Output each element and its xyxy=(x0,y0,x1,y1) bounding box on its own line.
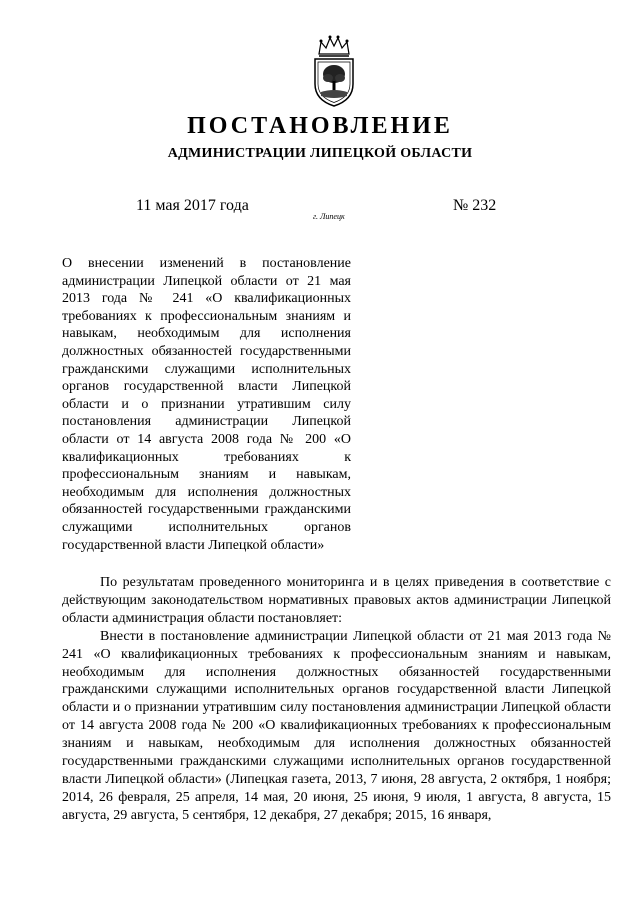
document-title: ПОСТАНОВЛЕНИЕ xyxy=(187,113,453,139)
coat-of-arms-icon xyxy=(311,34,357,108)
document-number: № 232 xyxy=(453,197,497,214)
document-date: 11 мая 2017 года xyxy=(136,197,249,214)
body-paragraph: По результатам проведенного мониторинга и в целях приведения в соответствие с действующим законодательством нормативных правовых актов администрации Липецкой области администрация области постановляет: xyxy=(62,575,611,626)
document-heading: О внесении изменений в постановление администрации Липецкой области от 21 мая 2013 года № 241 «О квалификационных требованиях к профессиональным знаниям и навыкам, необходимым для исполнения должностных обязанностей государственными гражданскими служащими исполнительных органов государственной власти Липецкой области и о признании утратившим силу постановления администрации Липецкой области от 14 августа 2008 года № 200 «О квалификационных требованиях к профессиональным знаниям и навыкам, необходимым для исполнения должностных обязанностей государственными гражданскими служащими исполнительных органов государственной власти Липецкой области» xyxy=(62,256,351,553)
issuer-name: АДМИНИСТРАЦИИ ЛИПЕЦКОЙ ОБЛАСТИ xyxy=(167,146,473,161)
document-body xyxy=(62,574,611,825)
document-city: г. Липецк xyxy=(313,212,345,221)
body-paragraph: Внести в постановление администрации Липецкой области от 21 мая 2013 года № 241 «О квалификационных требованиях к профессиональным знаниям и навыкам, необходимым для исполнения должностных обязанностей государственными гражданскими служащими исполнительных органов государственной власти Липецкой области и о признании утратившим силу постановления администрации Липецкой области от 14 августа 2008 года № 200 «О квалификационных требованиях к профессиональным знаниям и навыкам, необходимым для исполнения должностных обязанностей государственными гражданскими служащими исполнительных органов государственной власти Липецкой области» (Липецкая газета, 2013, 7 июня, 28 августа, 2 октября, 1 ноября; 2014, 26 февраля, 25 апреля, 14 мая, 20 июня, 25 июня, 9 июля, 1 августа, 8 августа, 15 августа, 29 августа, 5 сентября, 12 декабря, 27 декабря; 2015, 16 января, xyxy=(62,628,611,823)
